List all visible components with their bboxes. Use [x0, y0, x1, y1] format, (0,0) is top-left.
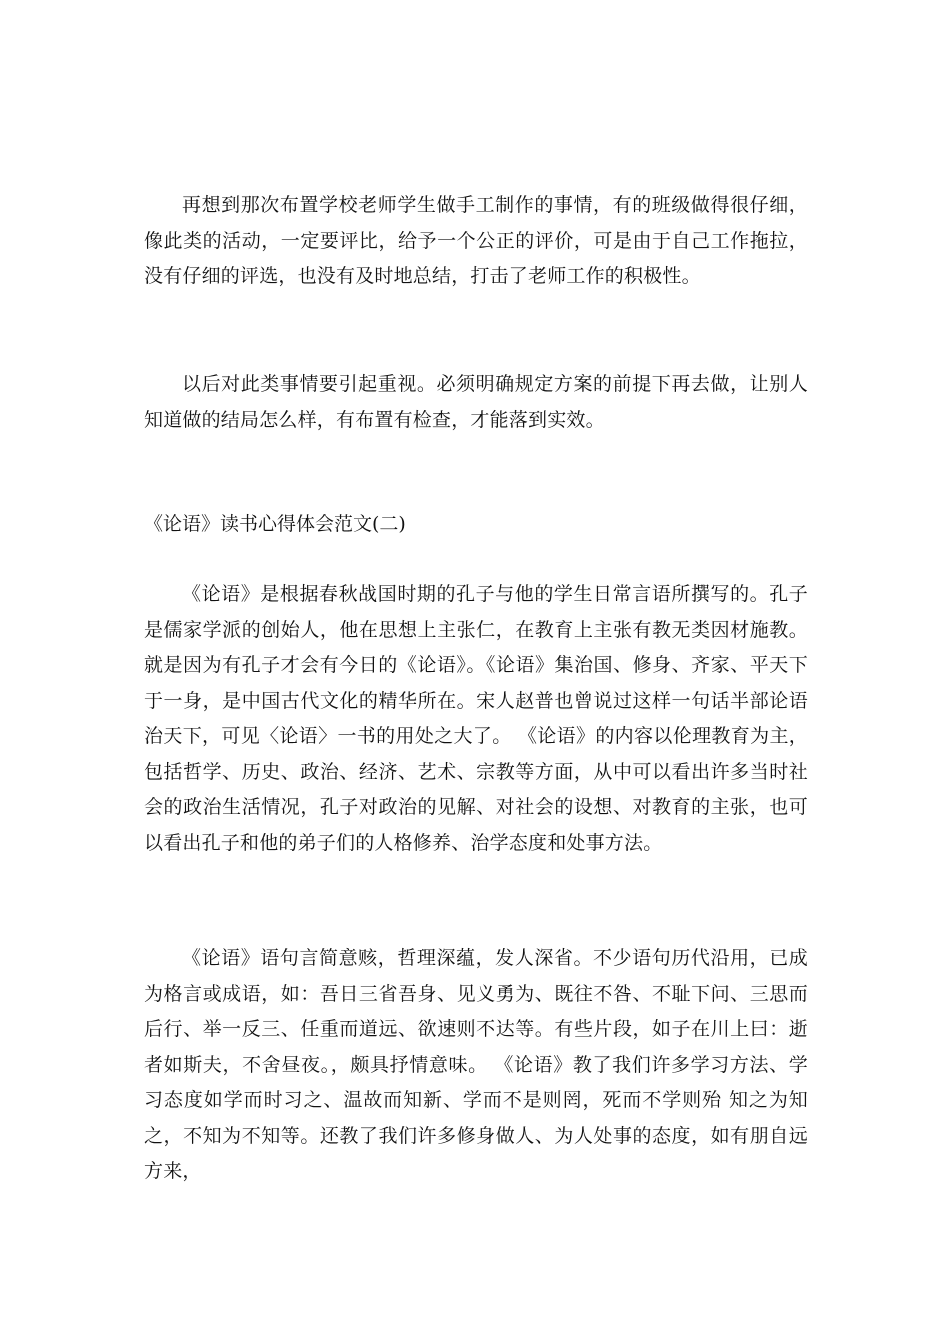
- paragraph-future-attention: 以后对此类事情要引起重视。必须明确规定方案的前提下再去做，让别人知道做的结局怎么样，有布置有检查，才能落到实效。: [144, 373, 808, 431]
- paragraph-handcraft-evaluation: 再想到那次布置学校老师学生做手工制作的事情，有的班级做得很仔细，像此类的活动，一定要评比，给予一个公正的评价，可是由于自己工作拖拉，没有仔细的评选，也没有及时地总结，打击了老师工作的积极性。: [144, 194, 808, 287]
- paragraph-analects-intro: 《论语》是根据春秋战国时期的孔子与他的学生日常言语所撰写的。孔子是儒家学派的创始人，他在思想上主张仁，在教育上主张有教无类因材施教。就是因为有孔子才会有今日的《论语》。《论语》集治国、修身、齐家、平天下于一身，是中国古代文化的精华所在。宋人赵普也曾说过这样一句话半部论语治天下，可见〈论语〉一书的用处之大了。 《论语》的内容以伦理教育为主，包括哲学、历史、政治、经济、艺术、宗教等方面，从中可以看出许多当时社会的政治生活情况，孔子对政治的见解、对社会的设想、对教育的主张，也可以看出孔子和他的弟子们的人格修养、治学态度和处事方法。: [144, 583, 808, 854]
- paragraph-analects-sayings: 《论语》语句言简意赅，哲理深蕴，发人深省。不少语句历代沿用，已成为格言或成语，如：吾日三省吾身、见义勇为、既往不咎、不耻下问、三思而后行、举一反三、任重而道远、欲速则不达等。有些片段，如子在川上曰：逝者如斯夫，不舍昼夜。，颇具抒情意味。 《论语》教了我们许多学习方法、学习态度如学而时习之、温故而知新、学而不是则罔，死而不学则殆 知之为知之，不知为不知等。还教了我们许多修身做人、为人处事的态度，如有朋自远方来，: [144, 947, 808, 1182]
- section-heading: 《论语》读书心得体会范文(二): [144, 513, 406, 535]
